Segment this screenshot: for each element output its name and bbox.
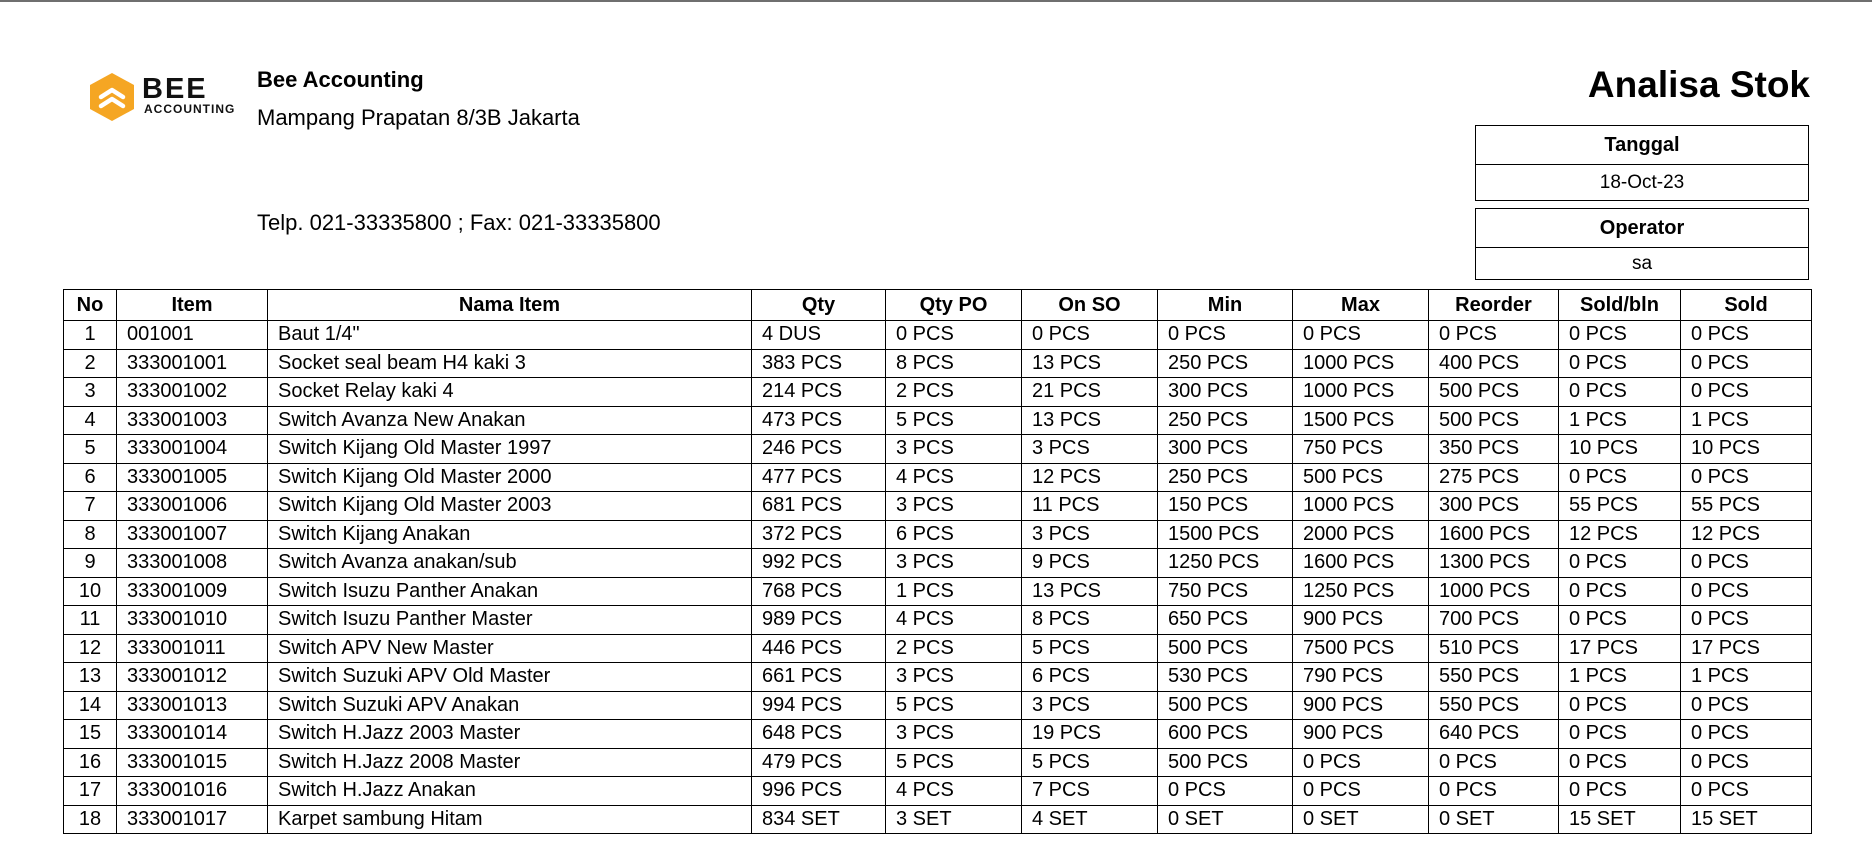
cell-col-sold-bln: 0 PCS [1559, 606, 1681, 635]
cell-col-qty: 994 PCS [752, 691, 886, 720]
cell-col-max: 900 PCS [1293, 691, 1429, 720]
cell-col-sold-bln: 1 PCS [1559, 663, 1681, 692]
operator-label: Operator [1476, 209, 1808, 248]
date-value: 18-Oct-23 [1599, 172, 1685, 193]
cell-col-qty: 648 PCS [752, 720, 886, 749]
cell-col-min: 250 PCS [1158, 406, 1293, 435]
table-body [64, 321, 1812, 834]
cell-col-no: 4 [64, 406, 117, 435]
cell-col-sold: 0 PCS [1681, 777, 1812, 806]
cell-col-max: 1000 PCS [1293, 492, 1429, 521]
cell-col-reorder: 500 PCS [1429, 406, 1559, 435]
cell-col-item: 333001003 [117, 406, 268, 435]
cell-col-item: 333001013 [117, 691, 268, 720]
cell-col-sold: 15 SET [1681, 805, 1812, 834]
cell-col-reorder: 640 PCS [1429, 720, 1559, 749]
cell-col-item: 333001002 [117, 378, 268, 407]
cell-col-qty-po: 5 PCS [886, 748, 1022, 777]
cell-col-sold-bln: 0 PCS [1559, 378, 1681, 407]
cell-col-min: 0 PCS [1158, 321, 1293, 350]
cell-col-on-so: 3 PCS [1022, 520, 1158, 549]
cell-col-item: 333001014 [117, 720, 268, 749]
table-row [64, 663, 1812, 692]
cell-col-item: 333001012 [117, 663, 268, 692]
table-row [64, 435, 1812, 464]
cell-col-sold: 17 PCS [1681, 634, 1812, 663]
cell-col-item: 333001006 [117, 492, 268, 521]
header-col-sold-bln: Sold/bln [1559, 290, 1681, 321]
cell-col-no: 15 [64, 720, 117, 749]
cell-col-qty-po: 6 PCS [886, 520, 1022, 549]
cell-col-item: 001001 [117, 321, 268, 350]
cell-col-sold: 0 PCS [1681, 720, 1812, 749]
header-col-qty: Qty [752, 290, 886, 321]
cell-col-qty-po: 3 PCS [886, 549, 1022, 578]
company-address: Mampang Prapatan 8/3B Jakarta [257, 105, 580, 130]
table-row [64, 549, 1812, 578]
cell-col-item: 333001010 [117, 606, 268, 635]
table-row [64, 349, 1812, 378]
cell-col-on-so: 3 PCS [1022, 435, 1158, 464]
cell-col-reorder: 0 SET [1429, 805, 1559, 834]
cell-col-reorder: 550 PCS [1429, 663, 1559, 692]
cell-col-max: 7500 PCS [1293, 634, 1429, 663]
cell-col-qty-po: 3 PCS [886, 720, 1022, 749]
cell-col-no: 12 [64, 634, 117, 663]
cell-col-qty: 383 PCS [752, 349, 886, 378]
cell-col-min: 1250 PCS [1158, 549, 1293, 578]
cell-col-qty-po: 0 PCS [886, 321, 1022, 350]
cell-col-max: 0 PCS [1293, 748, 1429, 777]
cell-col-reorder: 0 PCS [1429, 748, 1559, 777]
cell-col-sold: 0 PCS [1681, 577, 1812, 606]
table-row [64, 805, 1812, 834]
cell-col-nama-item: Switch Avanza anakan/sub [268, 549, 752, 578]
table-row [64, 606, 1812, 635]
cell-col-no: 10 [64, 577, 117, 606]
cell-col-on-so: 6 PCS [1022, 663, 1158, 692]
document-title: Analisa Stok [1587, 64, 1810, 105]
cell-col-item: 333001007 [117, 520, 268, 549]
date-box [1475, 125, 1809, 201]
cell-col-min: 150 PCS [1158, 492, 1293, 521]
cell-col-min: 0 SET [1158, 805, 1293, 834]
cell-col-qty-po: 3 PCS [886, 663, 1022, 692]
cell-col-sold: 55 PCS [1681, 492, 1812, 521]
cell-col-qty: 4 DUS [752, 321, 886, 350]
cell-col-max: 1500 PCS [1293, 406, 1429, 435]
cell-col-qty: 996 PCS [752, 777, 886, 806]
cell-col-reorder: 1000 PCS [1429, 577, 1559, 606]
cell-col-max: 750 PCS [1293, 435, 1429, 464]
cell-col-qty: 246 PCS [752, 435, 886, 464]
cell-col-sold: 0 PCS [1681, 549, 1812, 578]
cell-col-on-so: 5 PCS [1022, 634, 1158, 663]
header-col-max: Max [1293, 290, 1429, 321]
cell-col-max: 0 SET [1293, 805, 1429, 834]
cell-col-sold-bln: 0 PCS [1559, 577, 1681, 606]
cell-col-sold-bln: 0 PCS [1559, 321, 1681, 350]
cell-col-max: 500 PCS [1293, 463, 1429, 492]
cell-col-min: 650 PCS [1158, 606, 1293, 635]
cell-col-min: 250 PCS [1158, 463, 1293, 492]
cell-col-on-so: 13 PCS [1022, 406, 1158, 435]
cell-col-no: 8 [64, 520, 117, 549]
header-col-min: Min [1158, 290, 1293, 321]
cell-col-sold: 0 PCS [1681, 321, 1812, 350]
cell-col-min: 250 PCS [1158, 349, 1293, 378]
cell-col-no: 6 [64, 463, 117, 492]
cell-col-nama-item: Switch Isuzu Panther Master [268, 606, 752, 635]
cell-col-no: 5 [64, 435, 117, 464]
cell-col-nama-item: Switch Kijang Old Master 1997 [268, 435, 752, 464]
cell-col-no: 9 [64, 549, 117, 578]
cell-col-on-so: 0 PCS [1022, 321, 1158, 350]
table-row [64, 748, 1812, 777]
cell-col-sold-bln: 0 PCS [1559, 777, 1681, 806]
cell-col-nama-item: Switch Suzuki APV Old Master [268, 663, 752, 692]
header-col-sold: Sold [1681, 290, 1812, 321]
cell-col-sold: 0 PCS [1681, 748, 1812, 777]
cell-col-sold-bln: 0 PCS [1559, 748, 1681, 777]
header-col-on-so: On SO [1022, 290, 1158, 321]
cell-col-item: 333001005 [117, 463, 268, 492]
cell-col-on-so: 13 PCS [1022, 349, 1158, 378]
cell-col-qty-po: 3 PCS [886, 492, 1022, 521]
cell-col-max: 0 PCS [1293, 777, 1429, 806]
table-row [64, 577, 1812, 606]
cell-col-sold-bln: 17 PCS [1559, 634, 1681, 663]
cell-col-sold: 10 PCS [1681, 435, 1812, 464]
table-row [64, 492, 1812, 521]
cell-col-nama-item: Switch Avanza New Anakan [268, 406, 752, 435]
cell-col-nama-item: Switch H.Jazz 2003 Master [268, 720, 752, 749]
cell-col-qty: 477 PCS [752, 463, 886, 492]
cell-col-nama-item: Switch Kijang Old Master 2000 [268, 463, 752, 492]
cell-col-min: 300 PCS [1158, 378, 1293, 407]
table-row [64, 463, 1812, 492]
cell-col-no: 7 [64, 492, 117, 521]
cell-col-qty: 372 PCS [752, 520, 886, 549]
cell-col-qty: 661 PCS [752, 663, 886, 692]
cell-col-qty: 834 SET [752, 805, 886, 834]
cell-col-qty-po: 5 PCS [886, 691, 1022, 720]
cell-col-sold-bln: 0 PCS [1559, 691, 1681, 720]
cell-col-reorder: 400 PCS [1429, 349, 1559, 378]
table-header-row [64, 290, 1812, 321]
cell-col-qty-po: 4 PCS [886, 463, 1022, 492]
cell-col-reorder: 350 PCS [1429, 435, 1559, 464]
cell-col-min: 600 PCS [1158, 720, 1293, 749]
stock-analysis-table [63, 289, 1812, 834]
cell-col-nama-item: Switch H.Jazz 2008 Master [268, 748, 752, 777]
cell-col-on-so: 5 PCS [1022, 748, 1158, 777]
cell-col-min: 300 PCS [1158, 435, 1293, 464]
cell-col-max: 1250 PCS [1293, 577, 1429, 606]
cell-col-qty-po: 3 SET [886, 805, 1022, 834]
table-row [64, 378, 1812, 407]
cell-col-min: 500 PCS [1158, 748, 1293, 777]
cell-col-min: 500 PCS [1158, 634, 1293, 663]
cell-col-sold-bln: 10 PCS [1559, 435, 1681, 464]
cell-col-qty-po: 4 PCS [886, 606, 1022, 635]
cell-col-sold-bln: 0 PCS [1559, 349, 1681, 378]
cell-col-min: 750 PCS [1158, 577, 1293, 606]
cell-col-reorder: 510 PCS [1429, 634, 1559, 663]
cell-col-no: 2 [64, 349, 117, 378]
cell-col-qty-po: 1 PCS [886, 577, 1022, 606]
cell-col-reorder: 300 PCS [1429, 492, 1559, 521]
cell-col-reorder: 275 PCS [1429, 463, 1559, 492]
page-top-border [0, 0, 1872, 2]
cell-col-item: 333001008 [117, 549, 268, 578]
cell-col-no: 17 [64, 777, 117, 806]
cell-col-sold: 12 PCS [1681, 520, 1812, 549]
cell-col-nama-item: Switch Suzuki APV Anakan [268, 691, 752, 720]
cell-col-on-so: 3 PCS [1022, 691, 1158, 720]
operator-value: sa [1631, 253, 1653, 274]
cell-col-qty: 214 PCS [752, 378, 886, 407]
cell-col-max: 1000 PCS [1293, 349, 1429, 378]
header-col-reorder: Reorder [1429, 290, 1559, 321]
cell-col-item: 333001004 [117, 435, 268, 464]
header-col-no: No [64, 290, 117, 321]
cell-col-nama-item: Socket seal beam H4 kaki 3 [268, 349, 752, 378]
cell-col-no: 13 [64, 663, 117, 692]
bee-hexagon-icon [88, 72, 136, 122]
cell-col-item: 333001015 [117, 748, 268, 777]
table-row [64, 321, 1812, 350]
cell-col-no: 11 [64, 606, 117, 635]
cell-col-nama-item: Karpet sambung Hitam [268, 805, 752, 834]
company-contact: Telp. 021-33335800 ; Fax: 021-33335800 [257, 210, 661, 235]
cell-col-qty: 768 PCS [752, 577, 886, 606]
cell-col-on-so: 8 PCS [1022, 606, 1158, 635]
cell-col-on-so: 7 PCS [1022, 777, 1158, 806]
cell-col-qty-po: 8 PCS [886, 349, 1022, 378]
header-col-qty-po: Qty PO [886, 290, 1022, 321]
header-col-nama-item: Nama Item [268, 290, 752, 321]
cell-col-max: 900 PCS [1293, 720, 1429, 749]
cell-col-on-so: 19 PCS [1022, 720, 1158, 749]
cell-col-reorder: 500 PCS [1429, 378, 1559, 407]
cell-col-sold-bln: 0 PCS [1559, 720, 1681, 749]
cell-col-min: 530 PCS [1158, 663, 1293, 692]
cell-col-max: 1000 PCS [1293, 378, 1429, 407]
cell-col-sold: 0 PCS [1681, 691, 1812, 720]
cell-col-min: 1500 PCS [1158, 520, 1293, 549]
cell-col-no: 18 [64, 805, 117, 834]
table-row [64, 520, 1812, 549]
cell-col-sold-bln: 12 PCS [1559, 520, 1681, 549]
cell-col-sold: 0 PCS [1681, 378, 1812, 407]
cell-col-sold: 0 PCS [1681, 606, 1812, 635]
cell-col-qty-po: 5 PCS [886, 406, 1022, 435]
cell-col-qty-po: 2 PCS [886, 378, 1022, 407]
cell-col-max: 0 PCS [1293, 321, 1429, 350]
cell-col-sold: 1 PCS [1681, 406, 1812, 435]
company-logo [88, 70, 248, 122]
cell-col-on-so: 9 PCS [1022, 549, 1158, 578]
cell-col-on-so: 11 PCS [1022, 492, 1158, 521]
company-name: Bee Accounting [257, 67, 424, 92]
date-label: Tanggal [1476, 126, 1808, 165]
cell-col-qty: 473 PCS [752, 406, 886, 435]
cell-col-max: 1600 PCS [1293, 549, 1429, 578]
cell-col-no: 14 [64, 691, 117, 720]
cell-col-sold-bln: 0 PCS [1559, 549, 1681, 578]
cell-col-qty: 989 PCS [752, 606, 886, 635]
cell-col-min: 500 PCS [1158, 691, 1293, 720]
header-col-item: Item [117, 290, 268, 321]
cell-col-item: 333001011 [117, 634, 268, 663]
cell-col-max: 790 PCS [1293, 663, 1429, 692]
cell-col-sold-bln: 0 PCS [1559, 463, 1681, 492]
cell-col-item: 333001016 [117, 777, 268, 806]
cell-col-nama-item: Socket Relay kaki 4 [268, 378, 752, 407]
cell-col-on-so: 21 PCS [1022, 378, 1158, 407]
logo-text-accounting: ACCOUNTING [144, 102, 236, 116]
cell-col-no: 3 [64, 378, 117, 407]
cell-col-sold-bln: 55 PCS [1559, 492, 1681, 521]
cell-col-sold-bln: 15 SET [1559, 805, 1681, 834]
cell-col-reorder: 700 PCS [1429, 606, 1559, 635]
table-row [64, 634, 1812, 663]
table-row [64, 406, 1812, 435]
cell-col-on-so: 4 SET [1022, 805, 1158, 834]
cell-col-sold: 0 PCS [1681, 463, 1812, 492]
cell-col-item: 333001009 [117, 577, 268, 606]
cell-col-qty-po: 2 PCS [886, 634, 1022, 663]
logo-text-bee: BEE [142, 73, 208, 105]
cell-col-on-so: 12 PCS [1022, 463, 1158, 492]
table-row [64, 691, 1812, 720]
cell-col-on-so: 13 PCS [1022, 577, 1158, 606]
operator-box [1475, 208, 1809, 280]
cell-col-nama-item: Switch Kijang Old Master 2003 [268, 492, 752, 521]
cell-col-no: 1 [64, 321, 117, 350]
cell-col-item: 333001001 [117, 349, 268, 378]
cell-col-qty: 446 PCS [752, 634, 886, 663]
table-row [64, 777, 1812, 806]
cell-col-qty-po: 4 PCS [886, 777, 1022, 806]
cell-col-max: 900 PCS [1293, 606, 1429, 635]
cell-col-reorder: 0 PCS [1429, 777, 1559, 806]
cell-col-qty: 681 PCS [752, 492, 886, 521]
cell-col-sold: 0 PCS [1681, 349, 1812, 378]
table-row [64, 720, 1812, 749]
cell-col-sold: 1 PCS [1681, 663, 1812, 692]
cell-col-qty-po: 3 PCS [886, 435, 1022, 464]
cell-col-min: 0 PCS [1158, 777, 1293, 806]
cell-col-item: 333001017 [117, 805, 268, 834]
cell-col-sold-bln: 1 PCS [1559, 406, 1681, 435]
cell-col-qty: 992 PCS [752, 549, 886, 578]
cell-col-reorder: 1600 PCS [1429, 520, 1559, 549]
cell-col-max: 2000 PCS [1293, 520, 1429, 549]
cell-col-reorder: 1300 PCS [1429, 549, 1559, 578]
cell-col-nama-item: Switch APV New Master [268, 634, 752, 663]
cell-col-nama-item: Baut 1/4" [268, 321, 752, 350]
cell-col-nama-item: Switch Isuzu Panther Anakan [268, 577, 752, 606]
cell-col-nama-item: Switch H.Jazz Anakan [268, 777, 752, 806]
cell-col-no: 16 [64, 748, 117, 777]
cell-col-reorder: 550 PCS [1429, 691, 1559, 720]
cell-col-nama-item: Switch Kijang Anakan [268, 520, 752, 549]
cell-col-reorder: 0 PCS [1429, 321, 1559, 350]
cell-col-qty: 479 PCS [752, 748, 886, 777]
